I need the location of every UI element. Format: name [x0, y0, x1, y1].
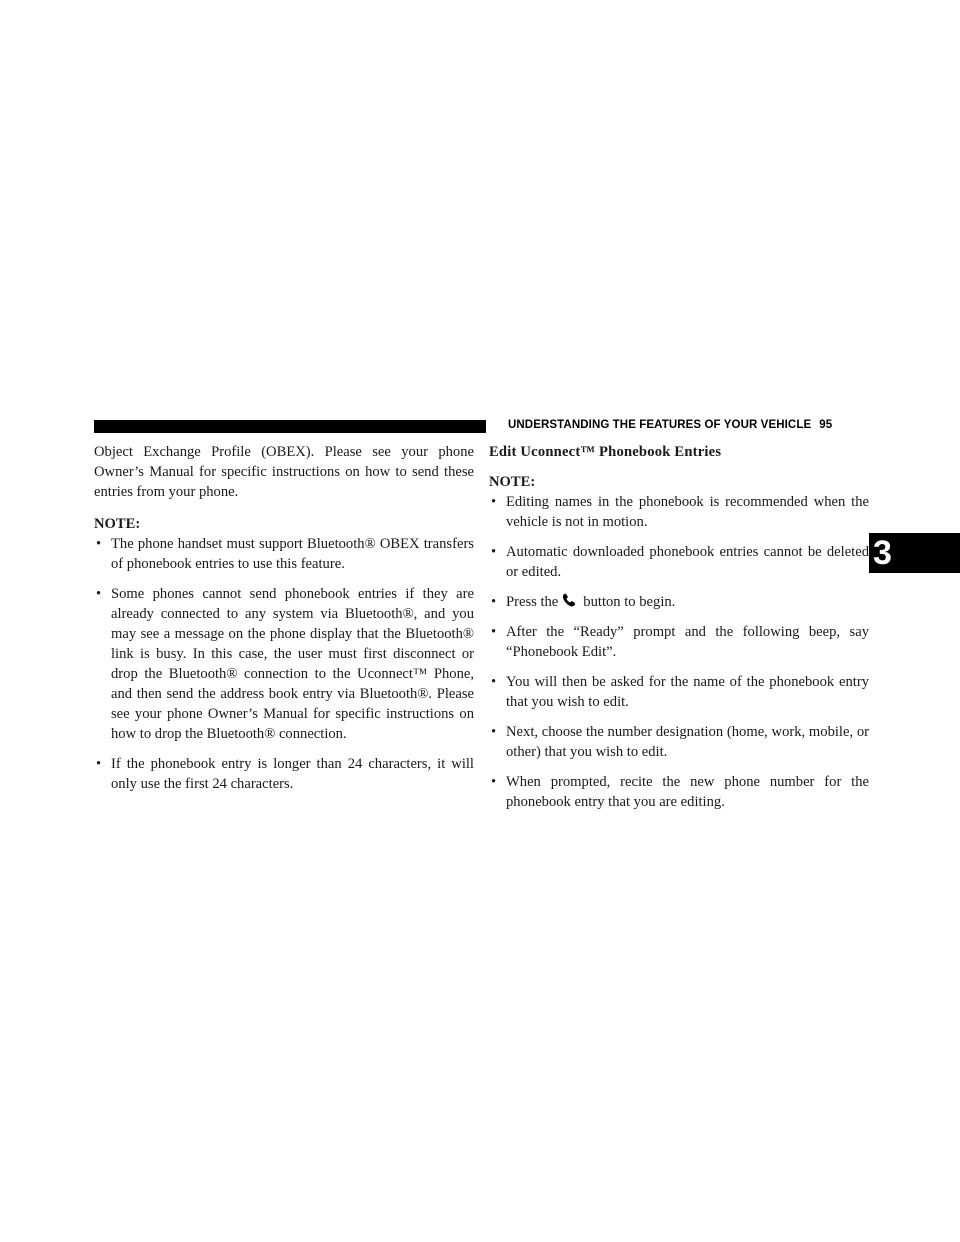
note-list [489, 492, 869, 812]
bullet-glyph: • [491, 594, 497, 610]
bullet-glyph: • [491, 674, 497, 690]
section-title: UNDERSTANDING THE FEATURES OF YOUR VEHICLE [508, 419, 812, 431]
bullet-glyph: • [491, 624, 497, 640]
intro-paragraph: Object Exchange Profile (OBEX). Please see your phone Owner’s Manual for specific instructions on how to send these entries from your phone. [94, 444, 474, 500]
list-item: • Next, choose the number designation (home, work, mobile, or other) that you wish to edit. [491, 724, 869, 760]
note-label: NOTE: [94, 516, 141, 532]
note-label: NOTE: [489, 474, 536, 490]
header-title [508, 419, 832, 431]
left-column [94, 442, 474, 804]
bullet-glyph: • [96, 536, 102, 552]
list-item: • If the phonebook entry is longer than 24 characters, it will only use the first 24 characters. [96, 756, 474, 792]
list-item: • Automatic downloaded phonebook entries cannot be deleted or edited. [491, 544, 869, 580]
chapter-tab [869, 533, 960, 573]
bullet-glyph: • [96, 756, 102, 772]
right-column [489, 442, 869, 822]
bullet-glyph: • [96, 586, 102, 602]
bullet-glyph: • [491, 774, 497, 790]
bullet-glyph: • [491, 724, 497, 740]
list-item: • You will then be asked for the name of the phonebook entry that you wish to edit. [491, 674, 869, 710]
section-heading: Edit Uconnect™ Phonebook Entries [489, 444, 722, 460]
list-item: • When prompted, recite the new phone number for the phonebook entry that you are editing. [491, 774, 869, 810]
page-number: 95 [819, 419, 833, 431]
list-item: • Editing names in the phonebook is recommended when the vehicle is not in motion. [491, 494, 869, 530]
bullet-glyph: • [491, 494, 497, 510]
phone-icon [562, 593, 577, 607]
bullet-glyph: • [491, 544, 497, 560]
list-item: • The phone handset must support Bluetooth® OBEX transfers of phonebook entries to use this feature. [96, 536, 474, 572]
header-rule [94, 420, 486, 433]
list-item: • Some phones cannot send phonebook entries if they are already connected to any system via Bluetooth®, and you may see a message on the phone display that the Bluetooth® link is busy. In this case, the user must first disconnect or drop the Bluetooth® connection to the Uconnect™ Phone, and then send the address book entry via Bluetooth®. Please see your phone Owner’s Manual for specific instructions on how to drop the Bluetooth® connection. [96, 586, 474, 742]
chapter-number: 3 [873, 534, 892, 572]
list-item: • After the “Ready” prompt and the following beep, say “Phonebook Edit”. [491, 624, 869, 660]
list-item: • Press the button to begin. [491, 594, 676, 610]
note-list [94, 534, 474, 794]
